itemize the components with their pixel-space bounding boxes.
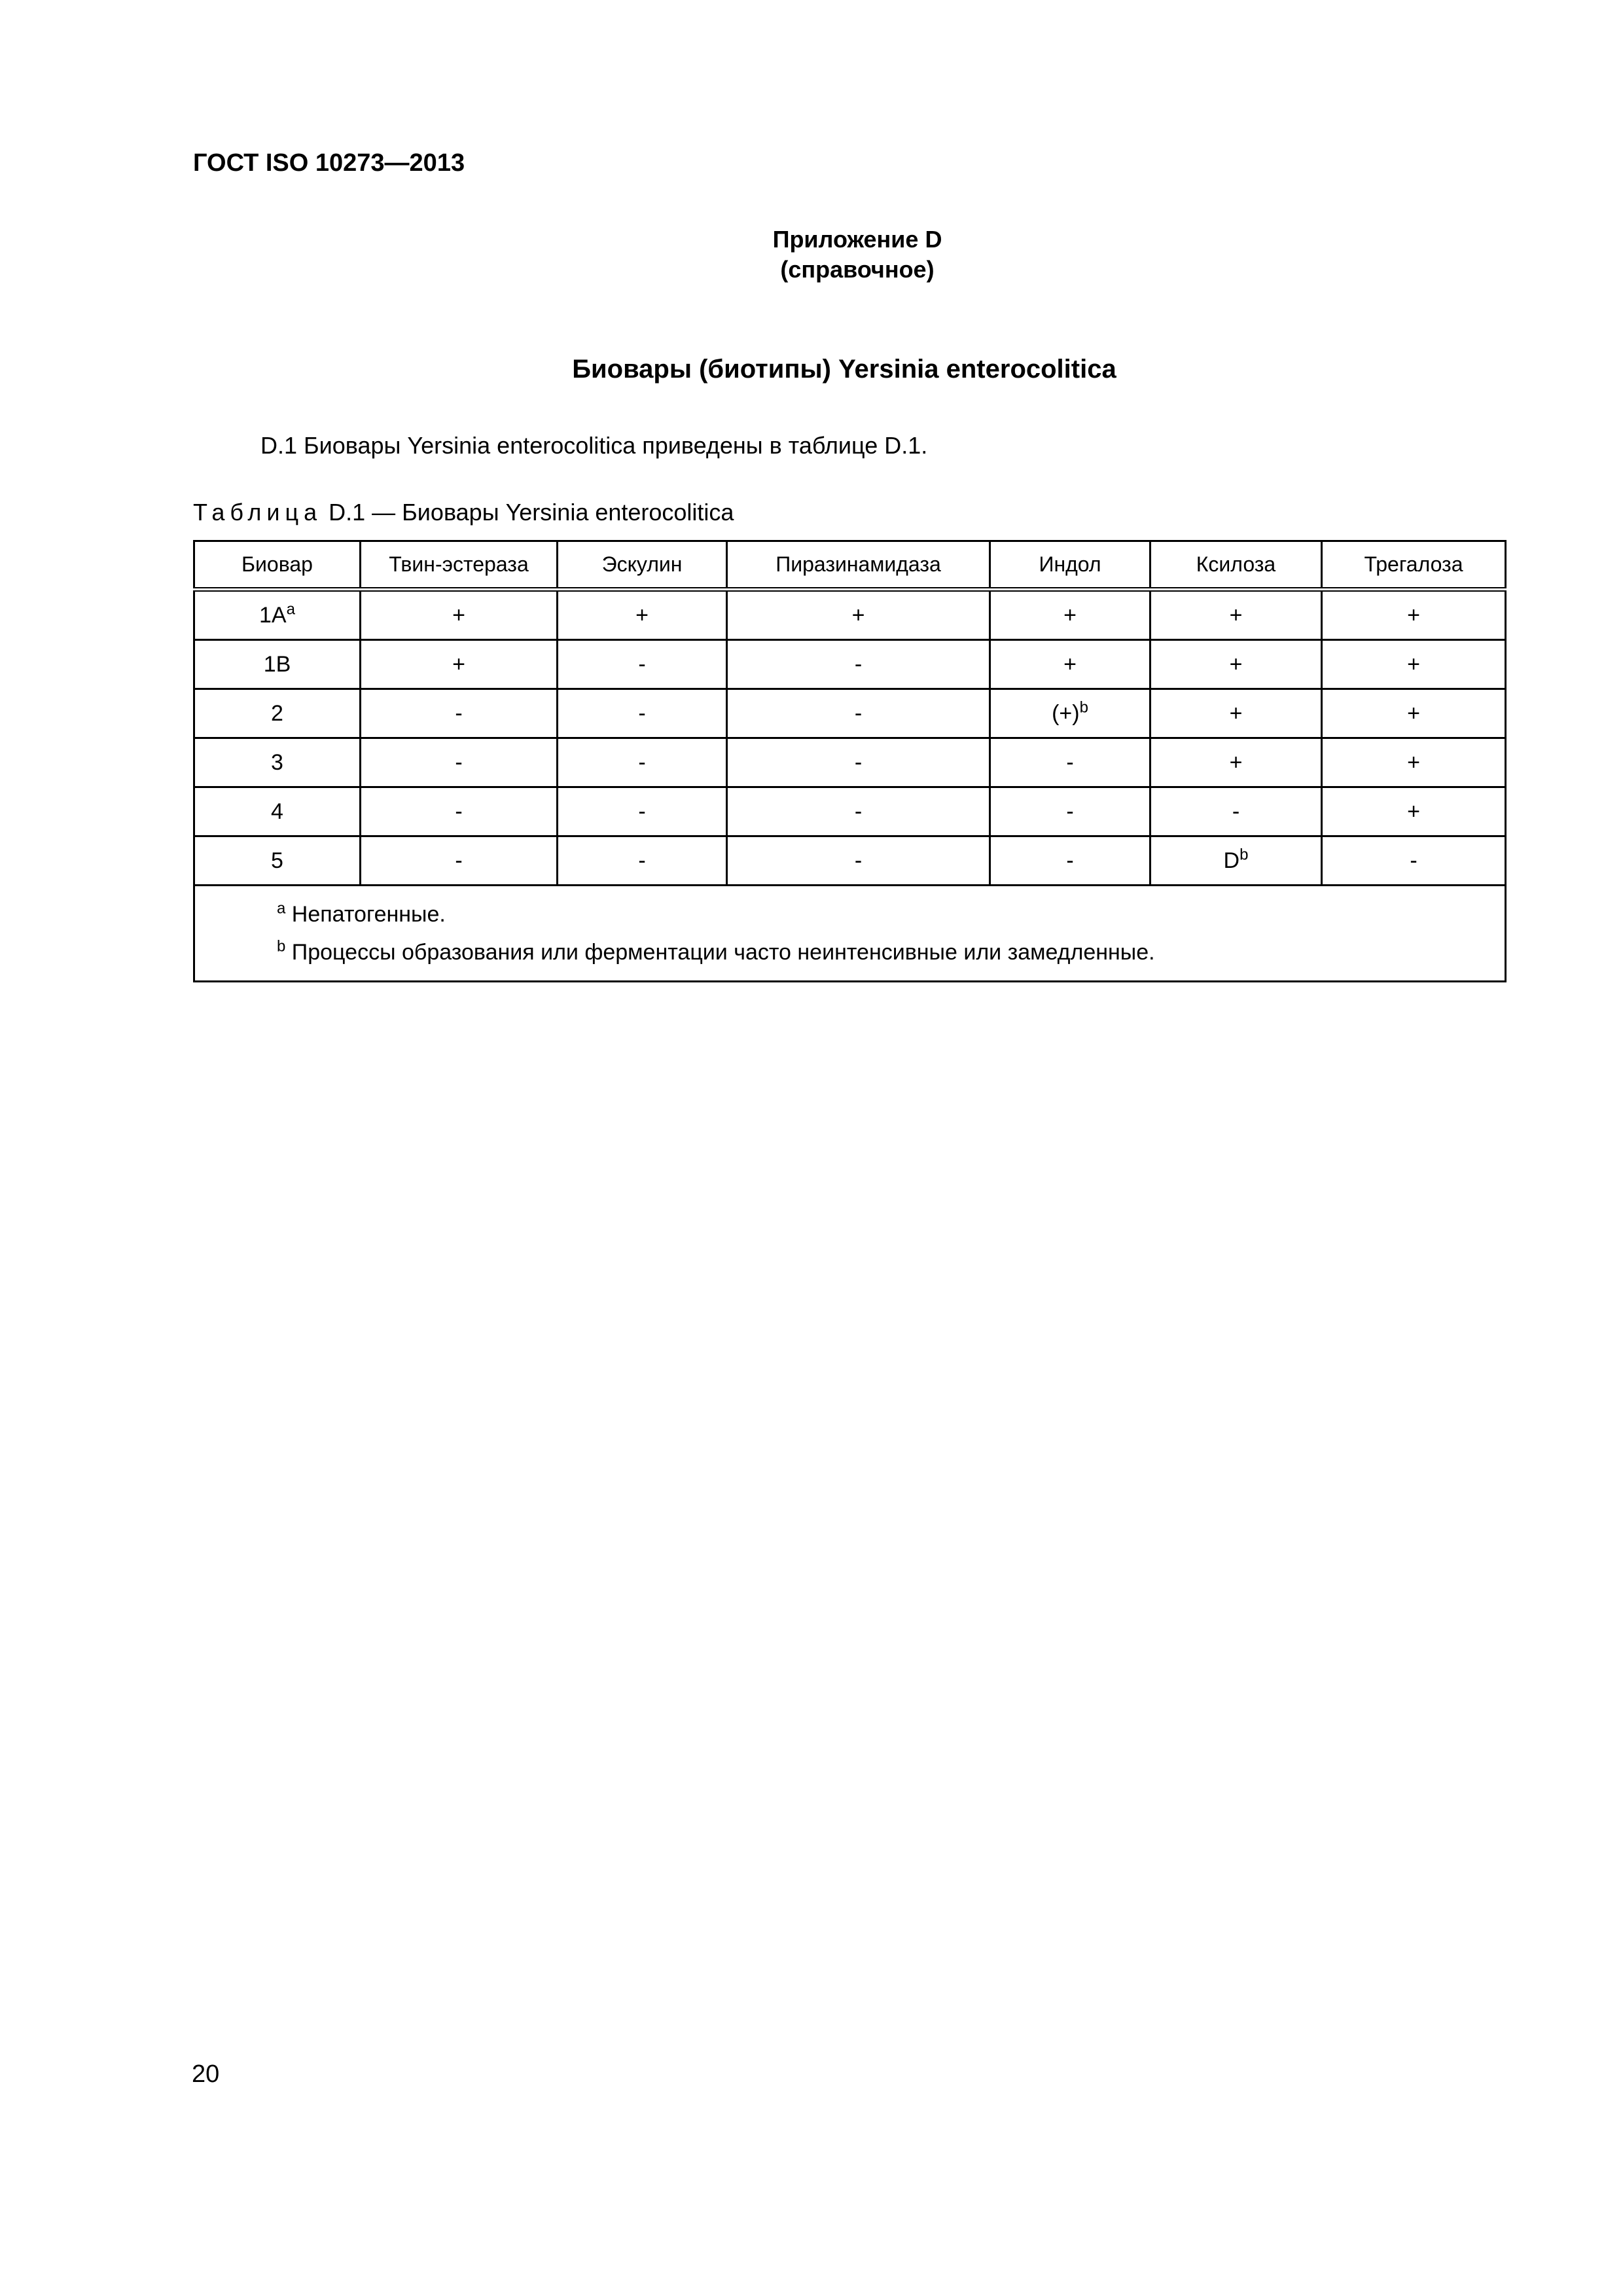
table-cell [1150, 689, 1322, 738]
table-cell [194, 787, 361, 836]
table-cell [361, 836, 558, 886]
table-cell [194, 836, 361, 886]
table-cell [558, 738, 727, 787]
cell-value: 3 [271, 749, 283, 775]
table-cell [361, 787, 558, 836]
cell-value: 2 [271, 700, 283, 726]
header-cell-trehalose: Трегалоза [1322, 541, 1506, 590]
table-caption [193, 499, 734, 526]
table-caption-text: D.1 — Биовары Yersinia enterocolitica [322, 499, 734, 526]
table-cell [194, 738, 361, 787]
document-header: ГОСТ ISO 10273—2013 [193, 149, 465, 177]
cell-value: - [1066, 749, 1074, 775]
table-cell [1150, 738, 1322, 787]
header-cell-esculin: Эскулин [558, 541, 727, 590]
table-row [194, 787, 1506, 836]
table-cell [558, 689, 727, 738]
table-cell [361, 689, 558, 738]
cell-value: (+) [1052, 700, 1080, 726]
cell-value: + [1229, 700, 1243, 726]
cell-footnote-mark: a [286, 600, 295, 619]
table-cell [727, 590, 990, 640]
page-number: 20 [192, 2060, 220, 2088]
section-title: Биовары (биотипы) Yersinia enterocolitica [572, 355, 1116, 384]
cell-footnote-mark: b [1240, 846, 1249, 864]
cell-value: - [455, 798, 463, 824]
cell-value: + [452, 602, 465, 628]
table-cell [558, 640, 727, 689]
footnotes-row [194, 886, 1506, 982]
table-cell [990, 590, 1150, 640]
biovars-table [193, 540, 1507, 982]
table-cell [558, 787, 727, 836]
cell-value: + [1407, 798, 1420, 824]
cell-value: - [1410, 848, 1418, 873]
table-cell [727, 640, 990, 689]
table-cell [990, 787, 1150, 836]
appendix-title: Приложение D [772, 226, 942, 253]
cell-value: - [638, 749, 646, 775]
cell-value: - [1232, 798, 1240, 824]
table-cell [361, 590, 558, 640]
table-row [194, 689, 1506, 738]
table-cell [1322, 787, 1506, 836]
cell-value: + [851, 602, 865, 628]
cell-value: 1A [259, 602, 287, 628]
cell-value: - [854, 848, 863, 873]
table-cell [194, 640, 361, 689]
cell-value: + [1407, 749, 1420, 775]
table-cell [1150, 590, 1322, 640]
cell-value: 5 [271, 848, 283, 873]
cell-value: - [455, 848, 463, 873]
cell-value: + [452, 651, 465, 677]
cell-value: 4 [271, 798, 283, 824]
footnotes-cell [194, 886, 1506, 982]
cell-value: 1B [263, 651, 291, 677]
header-cell-pyrazinamidase: Пиразинамидаза [727, 541, 990, 590]
table-row [194, 836, 1506, 886]
cell-value: - [854, 749, 863, 775]
cell-value: - [455, 749, 463, 775]
cell-value: - [638, 700, 646, 726]
cell-value: - [854, 798, 863, 824]
table-header-row [194, 541, 1506, 590]
header-cell-xylose: Ксилоза [1150, 541, 1322, 590]
cell-value: - [854, 651, 863, 677]
footnote-text-a: Непатогенные. [285, 902, 446, 927]
cell-value: - [455, 700, 463, 726]
cell-value: - [1066, 798, 1074, 824]
table-cell [990, 640, 1150, 689]
table-cell [1322, 689, 1506, 738]
appendix-kind: (справочное) [780, 256, 935, 283]
table-cell [194, 590, 361, 640]
table-cell [1322, 836, 1506, 886]
cell-value: + [1407, 651, 1420, 677]
table-cell [990, 738, 1150, 787]
table-cell [361, 640, 558, 689]
header-cell-biovar: Биовар [194, 541, 361, 590]
table-cell [727, 787, 990, 836]
table-cell [558, 836, 727, 886]
cell-value: + [1063, 651, 1077, 677]
cell-value: + [1229, 602, 1243, 628]
table-cell [361, 738, 558, 787]
cell-value: + [1407, 700, 1420, 726]
table-row [194, 640, 1506, 689]
table-cell [727, 738, 990, 787]
cell-value: + [1229, 651, 1243, 677]
cell-value: - [854, 700, 863, 726]
table-cell [1150, 836, 1322, 886]
intro-paragraph: D.1 Биовары Yersinia enterocolitica приведены в таблице D.1. [260, 432, 928, 459]
table-cell [727, 836, 990, 886]
footnote-a [277, 895, 1505, 933]
footnote-mark-a: a [277, 899, 286, 918]
table-cell [727, 689, 990, 738]
table-row [194, 738, 1506, 787]
cell-footnote-mark: b [1079, 698, 1088, 717]
cell-value: - [638, 848, 646, 873]
cell-value: - [1066, 848, 1074, 873]
cell-value: D [1223, 848, 1240, 873]
footnote-b [277, 933, 1505, 971]
header-cell-tween-esterase: Твин-эстераза [361, 541, 558, 590]
footnote-mark-b: b [277, 937, 286, 956]
cell-value: + [635, 602, 649, 628]
table-cell [194, 689, 361, 738]
table-caption-label: Таблица [193, 499, 323, 526]
table-cell [558, 590, 727, 640]
header-cell-indole: Индол [990, 541, 1150, 590]
table-row [194, 590, 1506, 640]
cell-value: + [1063, 602, 1077, 628]
table-cell [1322, 738, 1506, 787]
table-cell [1150, 787, 1322, 836]
cell-value: + [1229, 749, 1243, 775]
cell-value: + [1407, 602, 1420, 628]
table-cell [990, 689, 1150, 738]
table-cell [990, 836, 1150, 886]
table-cell [1150, 640, 1322, 689]
table-cell [1322, 640, 1506, 689]
table-cell [1322, 590, 1506, 640]
footnote-text-b: Процессы образования или ферментации часто неинтенсивные или замедленные. [285, 940, 1155, 965]
cell-value: - [638, 651, 646, 677]
cell-value: - [638, 798, 646, 824]
